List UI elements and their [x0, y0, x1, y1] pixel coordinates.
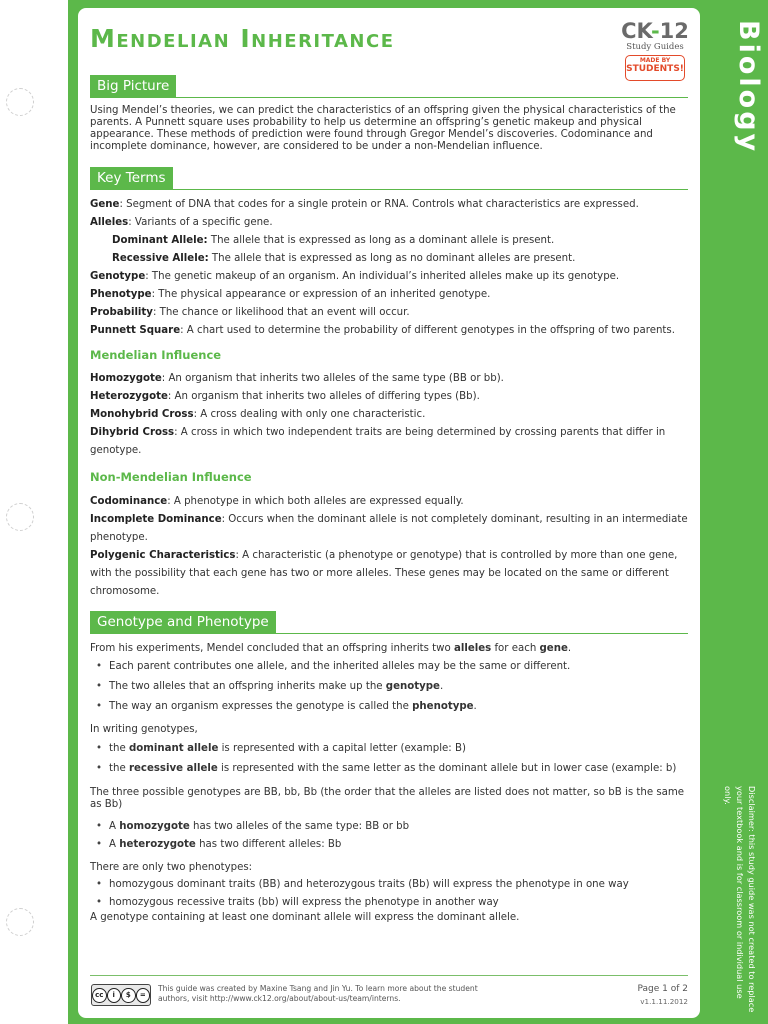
- footer-credit: This guide was created by Maxine Tsang and Jin Yu. To learn more about the student authors, visit http://www.ck12.org/about/about-us/team/interns.: [158, 984, 478, 1003]
- disclaimer: Disclaimer: this study guide was not created to replace your textbook and is for classroom or individual use only.: [723, 786, 757, 1013]
- section-rule: [90, 189, 688, 190]
- subject-label: Biology: [733, 20, 764, 155]
- gp-bullet: • The two alleles that an offspring inherits make up the genotype.: [96, 681, 696, 693]
- binder-hole-icon: [6, 503, 34, 531]
- term-codominance: Codominance: A phenotype in which both alleles are expressed equally.: [90, 496, 464, 507]
- gp-intro: From his experiments, Mendel concluded that an offspring inherits two alleles for each gene.: [90, 643, 572, 654]
- binder-hole-icon: [6, 908, 34, 936]
- gp-bullet: • homozygous recessive traits (bb) will express the phenotype in another way: [96, 897, 696, 909]
- binder-hole-icon: [6, 88, 34, 116]
- gp-closing: A genotype containing at least one dominant allele will express the dominant allele.: [90, 912, 520, 923]
- gp-bullet: • the recessive allele is represented with the same letter as the dominant allele but in lower case (example: b): [96, 763, 696, 775]
- gp-bullet: • A heterozygote has two different alleles: Bb: [96, 839, 696, 851]
- term-recessive-allele: Recessive Allele: The allele that is expressed as long as no dominant alleles are present.: [112, 253, 576, 264]
- gp-bullet: • Each parent contributes one allele, and the inherited alleles may be the same or different.: [96, 661, 696, 673]
- subheading-non-mendelian: Non-Mendelian Influence: [90, 470, 252, 484]
- page-number: Page 1 of 2: [637, 984, 688, 994]
- term-homozygote: Homozygote: An organism that inherits two alleles of the same type (BB or bb).: [90, 373, 504, 384]
- section-rule: [90, 633, 688, 634]
- page: [78, 8, 700, 1018]
- gp-bullet: • the dominant allele is represented with a capital letter (example: B): [96, 743, 696, 755]
- term-dihybrid-cross: Dihybrid Cross: A cross in which two independent traits are being determined by crossing parents that differ in genotype.: [90, 427, 666, 456]
- gp-two-phenotypes: There are only two phenotypes:: [90, 862, 253, 873]
- gp-bullet: • A homozygote has two alleles of the same type: BB or bb: [96, 821, 696, 833]
- term-punnett-square: Punnett Square: A chart used to determine the probability of different genotypes in the offspring of two parents.: [90, 325, 675, 336]
- gp-bullet: • The way an organism expresses the genotype is called the phenotype.: [96, 701, 696, 713]
- section-heading-key-terms: Key Terms: [90, 167, 173, 190]
- term-heterozygote: Heterozygote: An organism that inherits two alleles of differing types (Bb).: [90, 391, 480, 402]
- section-rule: [90, 97, 688, 98]
- version-label: v1.1.11.2012: [640, 997, 688, 1006]
- term-polygenic-characteristics: Polygenic Characteristics: A characteristic (a phenotype or genotype) that is controlled by more than one gene, with the possibility that each gene has two or more alleles. These genes may be located on the same or different chromosome.: [90, 550, 678, 597]
- ck12-logo: CK-12 Study Guides MADE BY STUDENTS!: [620, 20, 690, 92]
- creative-commons-icon: cc i $ =: [91, 984, 151, 1006]
- term-incomplete-dominance: Incomplete Dominance: Occurs when the dominant allele is not completely dominant, resulting in an intermediate phenotype.: [90, 514, 688, 543]
- term-alleles: Alleles: Variants of a specific gene.: [90, 217, 273, 228]
- term-phenotype: Phenotype: The physical appearance or expression of an inherited genotype.: [90, 289, 491, 300]
- term-genotype: Genotype: The genetic makeup of an organism. An individual’s inherited alleles make up its genotype.: [90, 271, 620, 282]
- section-heading-genotype-phenotype: Genotype and Phenotype: [90, 611, 276, 634]
- big-picture-text: Using Mendel’s theories, we can predict the characteristics of an offspring given the physical characteristics of the parents. A Punnett square uses probability to help us determine an offspring’s genetic makeup and physical appearance. These methods of prediction were found through Gregor Mendel’s discoveries. Codominance and incomplete dominance, however, are considered to be under a non-Mendelian influence.: [90, 105, 676, 152]
- section-heading-big-picture: Big Picture: [90, 75, 176, 98]
- made-by-students-badge: MADE BY STUDENTS!: [625, 55, 685, 81]
- subheading-mendelian: Mendelian Influence: [90, 348, 222, 362]
- gp-bullet: • homozygous dominant traits (BB) and heterozygous traits (Bb) will express the phenotype in one way: [96, 879, 696, 891]
- gp-writing: In writing genotypes,: [90, 724, 198, 735]
- term-gene: Gene: Segment of DNA that codes for a single protein or RNA. Controls what characteristics are expressed.: [90, 199, 639, 210]
- page-title: Mendelian Inheritance: [90, 24, 395, 53]
- footer-rule: [90, 975, 688, 976]
- term-dominant-allele: Dominant Allele: The allele that is expressed as long as a dominant allele is present.: [112, 235, 555, 246]
- term-probability: Probability: The chance or likelihood that an event will occur.: [90, 307, 410, 318]
- gp-three-genotypes: The three possible genotypes are BB, bb, Bb (the order that the alleles are listed does not matter, so bB is the same as Bb): [90, 787, 685, 810]
- term-monohybrid-cross: Monohybrid Cross: A cross dealing with only one characteristic.: [90, 409, 426, 420]
